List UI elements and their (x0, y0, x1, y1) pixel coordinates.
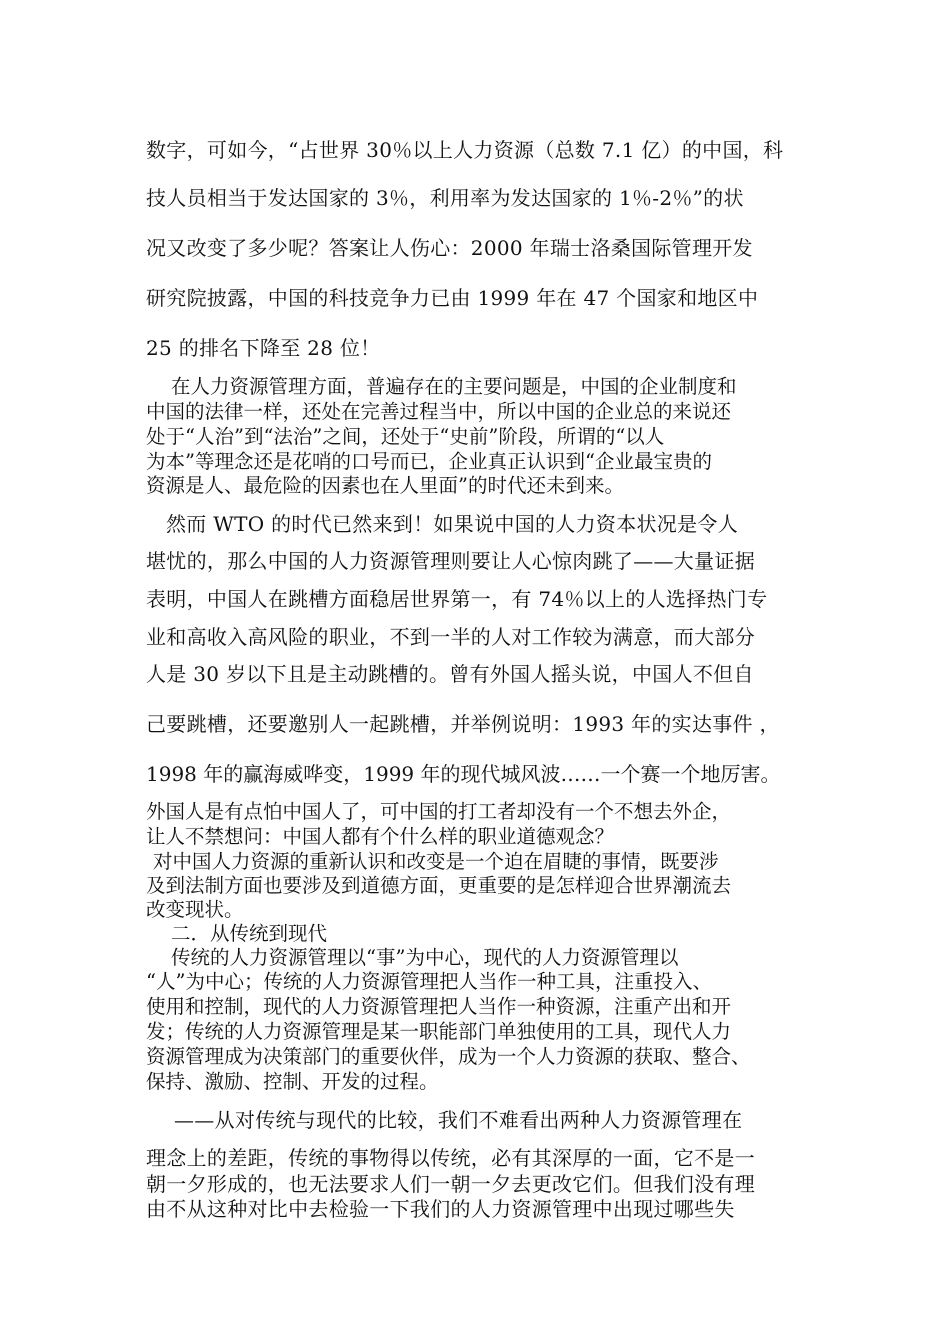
text-line: 处于“人治”到“法治”之间，还处于“史前”阶段，所谓的“以人 (146, 425, 665, 448)
text-line: 技人员相当于发达国家的 3％，利用率为发达国家的 1％-2％”的状 (146, 186, 744, 210)
text-line: 业和高收入高风险的职业，不到一半的人对工作较为满意，而大部分 (146, 625, 755, 649)
text-line: 资源是人、最危险的因素也在人里面”的时代还未到来。 (146, 474, 624, 497)
text-line: 堪忧的，那么中国的人力资源管理则要让人心惊肉跳了——大量证据 (146, 549, 755, 573)
text-line: ——从对传统与现代的比较，我们不难看出两种人力资源管理在 (174, 1108, 743, 1132)
text-line: 让人不禁想问：中国人都有个什么样的职业道德观念？ (146, 825, 615, 848)
section-heading: 二．从传统到现代 (171, 922, 328, 945)
text-line: 使用和控制，现代的人力资源管理把人当作一种资源，注重产出和开 (146, 995, 732, 1018)
text-line: 保持、激励、控制、开发的过程。 (146, 1070, 439, 1093)
text-line: 外国人是有点怕中国人了，可中国的打工者却没有一个不想去外企， (146, 800, 732, 823)
text-line: 然而 WTO 的时代已然来到！如果说中国的人力资本状况是令人 (166, 512, 739, 536)
text-line: 资源管理成为决策部门的重要伙伴，成为一个人力资源的获取、整合、 (146, 1045, 751, 1068)
text-line: 由不从这种对比中去检验一下我们的人力资源管理中出现过哪些失 (146, 1197, 735, 1221)
text-line: 况又改变了多少呢？答案让人伤心：2000 年瑞士洛桑国际管理开发 (146, 236, 753, 260)
text-line: 表明，中国人在跳槽方面稳居世界第一，有 74％以上的人选择热门专 (146, 587, 768, 611)
text-line: 理念上的差距，传统的事物得以传统，必有其深厚的一面，它不是一 (146, 1146, 755, 1170)
text-line: 在人力资源管理方面，普遍存在的主要问题是，中国的企业制度和 (171, 375, 737, 398)
text-line: 人是 30 岁以下且是主动跳槽的。曾有外国人摇头说，中国人不但自 (146, 662, 754, 686)
text-line: 传统的人力资源管理以“事”为中心，现代的人力资源管理以 (171, 946, 679, 969)
text-line: 25 的排名下降至 28 位！ (146, 336, 381, 360)
text-line: 改变现状。 (146, 898, 244, 921)
text-line: “人”为中心；传统的人力资源管理把人当作一种工具，注重投入、 (146, 970, 712, 993)
text-line: 朝一夕形成的，也无法要求人们一朝一夕去更改它们。但我们没有理 (146, 1172, 755, 1196)
text-line: 对中国人力资源的重新认识和改变是一个迫在眉睫的事情，既要涉 (153, 850, 719, 873)
text-line: 研究院披露，中国的科技竞争力已由 1999 年在 47 个国家和地区中 (146, 286, 759, 310)
text-line: 为本”等理念还是花哨的口号而已，企业真正认识到“企业最宝贵的 (146, 450, 712, 473)
text-line: 发；传统的人力资源管理是某一职能部门单独使用的工具，现代人力 (146, 1020, 732, 1043)
text-line: 1998 年的赢海威哗变，1999 年的现代城风波……一个赛一个地厉害。 (146, 762, 781, 786)
text-line: 己要跳槽，还要邀别人一起跳槽，并举例说明：1993 年的实达事件 ， (146, 712, 780, 736)
text-line: 中国的法律一样，还处在完善过程当中，所以中国的企业总的来说还 (146, 400, 732, 423)
text-line: 及到法制方面也要涉及到道德方面，更重要的是怎样迎合世界潮流去 (146, 874, 732, 897)
text-line: 数字，可如今，“占世界 30％以上人力资源（总数 7.1 亿）的中国，科 (146, 138, 784, 162)
